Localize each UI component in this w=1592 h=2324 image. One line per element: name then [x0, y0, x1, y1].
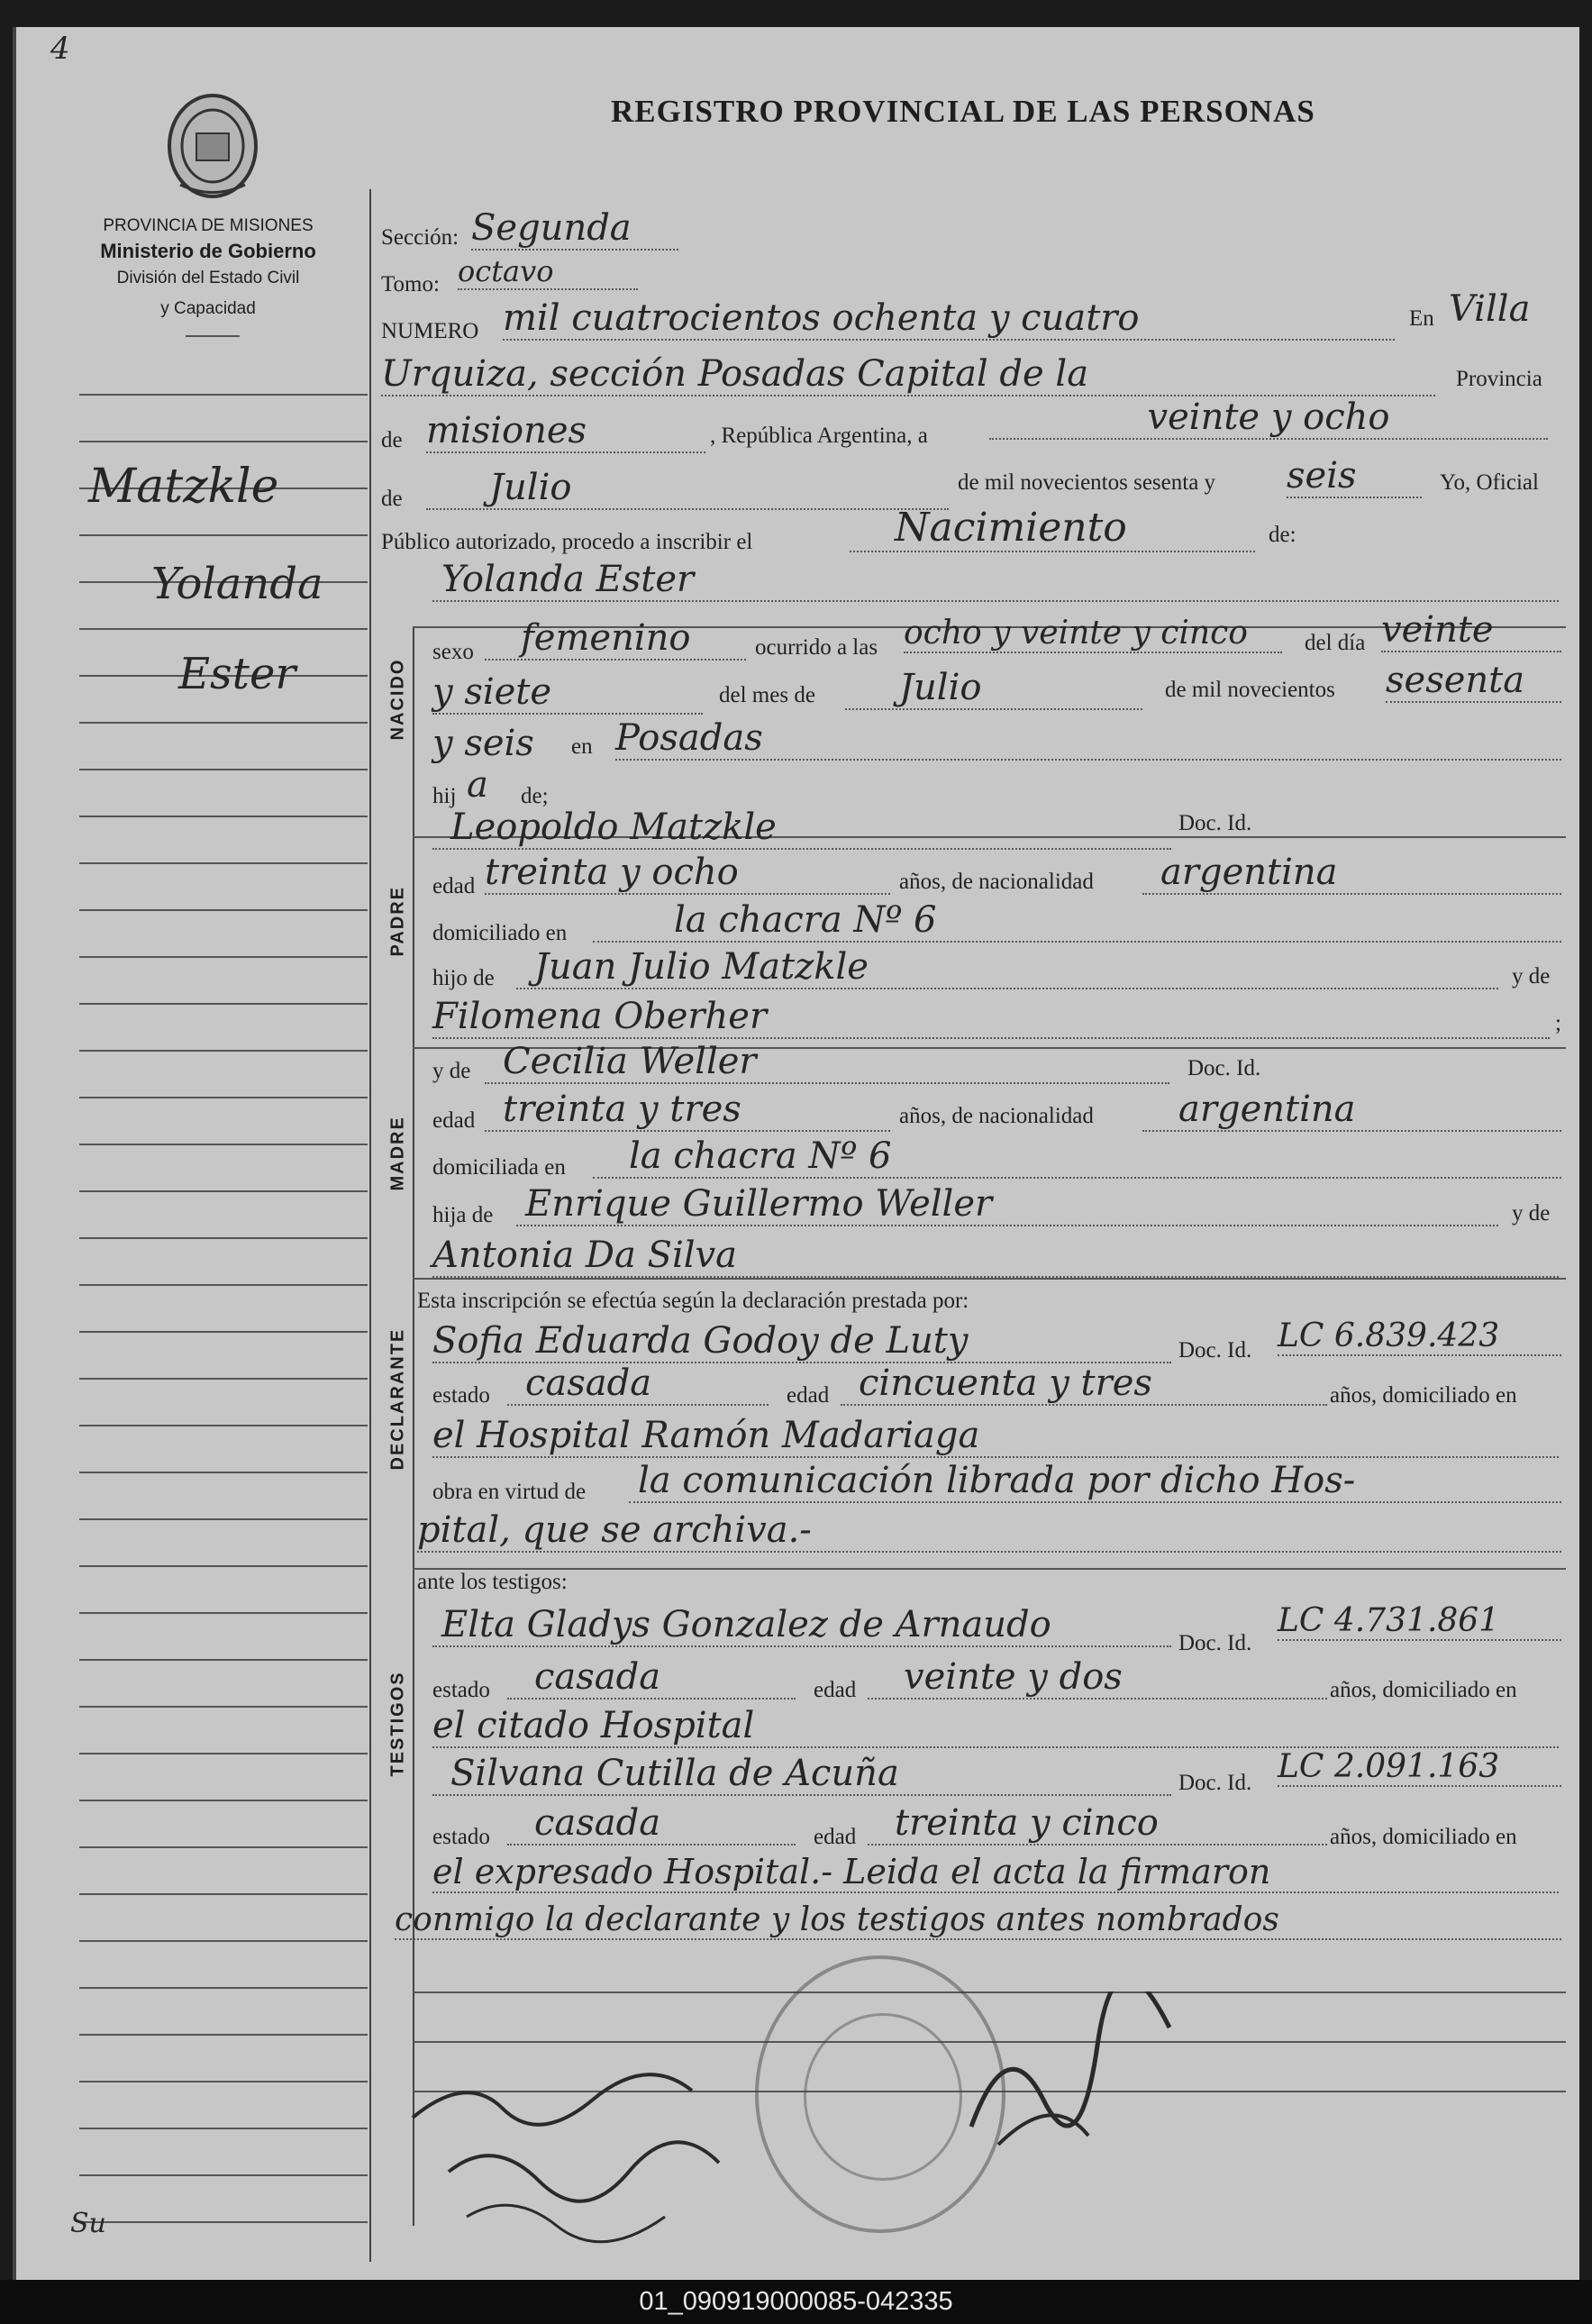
madre-y-de-label-2: y de	[1512, 1201, 1551, 1226]
padre-hijo-value: Juan Julio Matzkle	[516, 946, 1498, 989]
testigo1-edad-value: veinte y dos	[868, 1656, 1327, 1700]
section-label-nacido: NACIDO	[387, 658, 408, 741]
section-label-testigos: TESTIGOS	[387, 1671, 408, 1777]
del-dia-label: del día	[1305, 631, 1366, 655]
en-label: En	[1409, 306, 1434, 331]
padre-nac-label: años, de nacionalidad	[899, 870, 1094, 894]
margin-surname: Matzkle	[88, 460, 279, 514]
declarante-edad-label: edad	[787, 1383, 830, 1408]
testigo2-doc-value: LC 2.091.163	[1278, 1748, 1561, 1787]
hij-de-label: de;	[521, 784, 549, 808]
tomo-label: Tomo:	[381, 272, 440, 296]
padre-dom-label: domiciliado en	[432, 921, 568, 945]
declaracion-label: Esta inscripción se efectúa según la declaración prestada por:	[417, 1289, 969, 1313]
testigo2-dom-value-1: el expresado Hospital.- Leida el acta la firmaron	[432, 1852, 1559, 1893]
ministry-label: Ministerio de Gobierno	[100, 240, 316, 262]
coat-of-arms-icon	[162, 90, 263, 203]
dia-nac-value: veinte	[1381, 609, 1561, 652]
testigo2-anos-label: años, domiciliado en	[1330, 1825, 1517, 1849]
madre-hija-value: Enrique Guillermo Weller	[516, 1183, 1498, 1226]
declarante-nombre: Sofia Eduarda Godoy de Luty	[432, 1320, 1171, 1363]
padre-semicolon: ;	[1555, 1011, 1561, 1035]
del-mes-label: del mes de	[719, 683, 815, 707]
mes-value: Julio	[426, 467, 949, 510]
testigo1-anos-label: años, domiciliado en	[1330, 1678, 1517, 1702]
dia-value: veinte y ocho	[989, 396, 1548, 440]
nombre-nacido: Yolanda Ester	[432, 559, 1559, 602]
madre-y-de-value: Antonia Da Silva	[432, 1235, 1559, 1278]
padre-nac-value: argentina	[1142, 852, 1561, 895]
madre-edad-label: edad	[432, 1108, 476, 1133]
madre-edad-value: treinta y tres	[485, 1089, 890, 1132]
anio-nac-value: sesenta	[1386, 660, 1561, 703]
padre-edad-label: edad	[432, 874, 476, 898]
obra-value-2: pital, que se archiva.-	[417, 1509, 1561, 1553]
testigo2-estado-label: estado	[432, 1825, 490, 1849]
madre-dom-label: domiciliada en	[432, 1155, 566, 1180]
page-title: REGISTRO PROVINCIAL DE LAS PERSONAS	[611, 94, 1315, 129]
ocurrido-label: ocurrido a las	[755, 635, 878, 660]
padre-y-de-value: Filomena Oberher	[432, 996, 1550, 1039]
de-mil-label: de mil novecientos sesenta y	[958, 470, 1216, 495]
padre-y-de-label: y de	[1512, 964, 1551, 989]
margin-bottom-mark: Su	[70, 2208, 106, 2239]
sexo-label: sexo	[432, 640, 474, 664]
padre-dom-value: la chacra Nº 6	[593, 899, 1561, 943]
acto-value: Nacimiento	[850, 505, 1255, 552]
scan-identifier: 01_090919000085-042335	[0, 2280, 1592, 2324]
official-signature	[953, 1991, 1187, 2172]
division-label: División del Estado Civil	[116, 269, 300, 287]
publico-label: Público autorizado, procedo a inscribir el	[381, 530, 753, 554]
sexo-value: femenino	[485, 617, 746, 661]
testigo1-dom-value: el citado Hospital	[432, 1705, 1559, 1748]
section-label-madre: MADRE	[387, 1116, 408, 1191]
declarante-anos-label: años, domiciliado en	[1330, 1383, 1517, 1408]
dia-nac-value-2: y siete	[432, 671, 703, 715]
declarante-doc-value: LC 6.839.423	[1278, 1317, 1561, 1356]
section-label-padre: PADRE	[387, 885, 408, 957]
hij-label: hij	[432, 784, 457, 808]
provincia-label: Provincia	[1456, 367, 1542, 391]
declarante-estado-label: estado	[432, 1383, 490, 1408]
obra-value-1: la comunicación librada por dicho Hos-	[629, 1460, 1561, 1503]
en-nac-label: en	[571, 734, 593, 759]
numero-value: mil cuatrocientos ochenta y cuatro	[503, 297, 1395, 341]
margin-name-2: Ester	[178, 649, 296, 699]
testigo2-edad-label: edad	[814, 1825, 857, 1849]
numero-label: NUMERO	[381, 319, 479, 343]
madre-nac-value: argentina	[1142, 1089, 1561, 1132]
madre-hija-label: hija de	[432, 1203, 494, 1227]
testigo2-edad-value: treinta y cinco	[868, 1802, 1327, 1846]
testigos-label: ante los testigos:	[417, 1570, 568, 1594]
lugar-nac-value: Posadas	[615, 717, 1561, 761]
anio-value: seis	[1287, 455, 1422, 498]
padre-edad-value: treinta y ocho	[485, 852, 890, 895]
hij-suffix: a	[467, 764, 488, 806]
testigo1-estado-label: estado	[432, 1678, 490, 1702]
de-mes-label: de	[381, 487, 403, 511]
declarante-dom-value: el Hospital Ramón Madariaga	[432, 1415, 1559, 1458]
madre-dom-value: la chacra Nº 6	[593, 1135, 1561, 1179]
madre-doc-label: Doc. Id.	[1187, 1056, 1261, 1080]
place-line: Urquiza, sección Posadas Capital de la	[381, 353, 1435, 396]
declarante-estado-value: casada	[507, 1363, 769, 1406]
testigo2-doc-label: Doc. Id.	[1178, 1771, 1252, 1795]
anio-nac-value-2: y seis	[432, 723, 534, 764]
testigo2-estado-value: casada	[507, 1802, 796, 1846]
testigo1-doc-label: Doc. Id.	[1178, 1631, 1252, 1655]
madre-y-de-label: y de	[432, 1059, 471, 1083]
testigo1-edad-label: edad	[814, 1678, 857, 1702]
declarante-signature	[395, 2064, 755, 2262]
de-mil-nov-label: de mil novecientos	[1165, 678, 1335, 702]
obra-label: obra en virtud de	[432, 1480, 587, 1504]
padre-hijo-label: hijo de	[432, 966, 495, 990]
testigo1-doc-value: LC 4.731.861	[1278, 1602, 1561, 1641]
en-place-value: Villa	[1449, 288, 1531, 330]
division-label-2: y Capacidad	[160, 299, 256, 318]
province-label: PROVINCIA DE MISIONES	[103, 216, 314, 235]
padre-nombre: Leopoldo Matzkle	[432, 807, 1171, 850]
declarante-doc-label: Doc. Id.	[1178, 1338, 1252, 1363]
mes-nac-value: Julio	[845, 667, 1142, 710]
de-colon-label: de:	[1269, 523, 1296, 547]
margin-name-1: Yolanda	[151, 559, 323, 609]
provincia-value: misiones	[426, 410, 705, 453]
yo-oficial-label: Yo, Oficial	[1440, 470, 1539, 495]
testigo2-nombre: Silvana Cutilla de Acuña	[432, 1753, 1171, 1796]
republica-label: , República Argentina, a	[710, 424, 928, 448]
seccion-value: Segunda	[471, 207, 678, 251]
testigo2-dom-value-2: conmigo la declarante y los testigos antes nombrados	[395, 1901, 1561, 1940]
testigo1-nombre: Elta Gladys Gonzalez de Arnaudo	[432, 1604, 1171, 1647]
madre-nac-label: años, de nacionalidad	[899, 1104, 1094, 1128]
padre-doc-label: Doc. Id.	[1178, 811, 1252, 835]
madre-nombre: Cecilia Weller	[485, 1041, 1169, 1084]
section-label-declarante: DECLARANTE	[387, 1327, 408, 1471]
register-page	[13, 27, 1579, 2280]
de-label: de	[381, 428, 403, 452]
declarante-edad-value: cincuenta y tres	[841, 1363, 1327, 1406]
hora-value: ocho y veinte y cinco	[904, 615, 1282, 653]
testigo1-estado-value: casada	[507, 1656, 796, 1700]
seccion-label: Sección:	[381, 225, 459, 250]
page-number: 4	[50, 31, 70, 67]
tomo-value: octavo	[458, 254, 638, 290]
